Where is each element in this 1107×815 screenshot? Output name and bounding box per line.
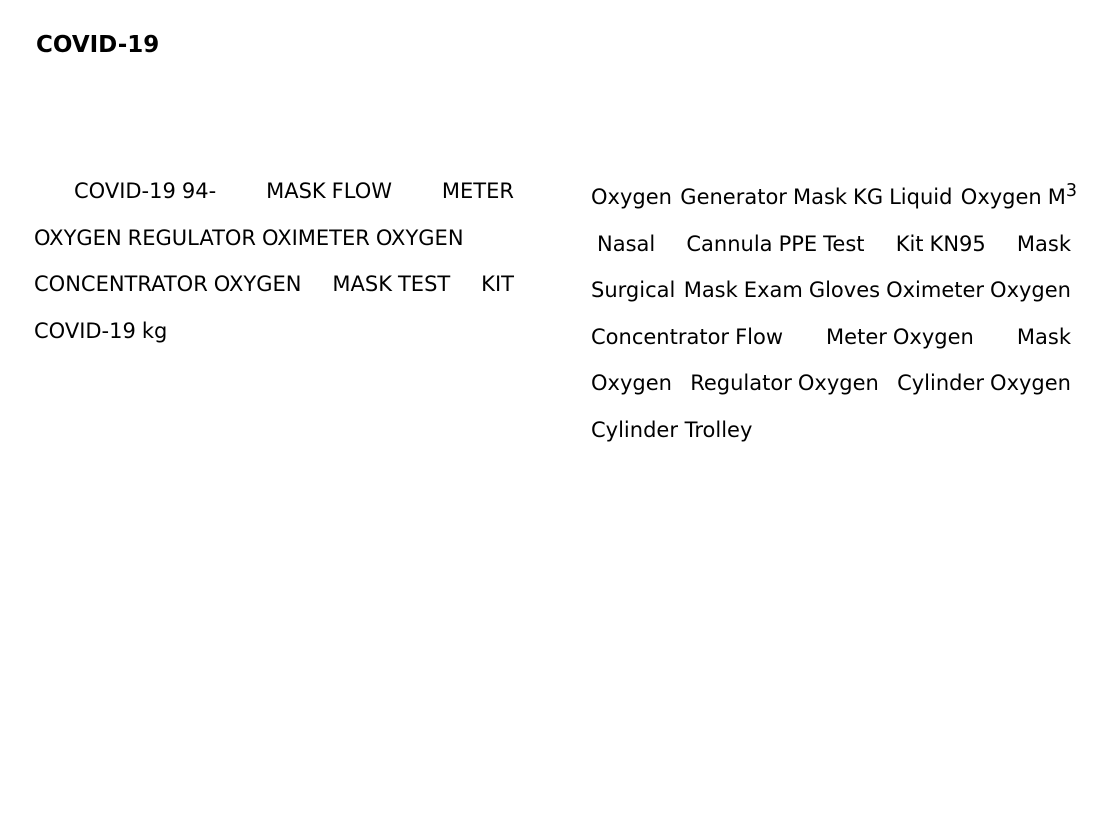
article-column-left — [34, 168, 520, 354]
text-run: KG — [853, 185, 884, 209]
text-run: COVID-19 — [34, 318, 136, 343]
text-run: COVID-19 — [74, 179, 176, 203]
text-run: 94- MASK — [181, 179, 326, 203]
text-run: Oxygen — [990, 278, 1071, 302]
text-run: TEST KIT — [397, 272, 514, 296]
text-run: Oxygen — [990, 371, 1071, 395]
text-run: OXYGEN MASK — [213, 272, 392, 296]
article-column-right — [591, 168, 1077, 453]
article-paragraph-right: Oxygen Generator Mask KG Liquid Oxygen $M^3Nasal$ Cannula PPE Test Kit KN95 MaskSurgical Mask Exam Gloves Oximeter OxygenConcentrator Flow Meter Oxygen MaskOxygen Regulator Oxygen Cylinder OxygenCylinder Trolley — [591, 181, 1077, 442]
text-run: OXYGEN — [375, 225, 464, 250]
text-run: FLOW METER — [331, 179, 514, 203]
text-run: PPE — [778, 231, 818, 256]
text-run: Oxygen Regulator — [591, 371, 792, 395]
text-run: Flow Meter — [735, 324, 887, 349]
text-run: Surgical Mask — [591, 278, 738, 302]
text-run: Exam — [743, 278, 803, 302]
text-run: REGULATOR — [127, 225, 257, 250]
text-run: Gloves — [808, 278, 881, 302]
text-run: Test Kit — [823, 231, 924, 256]
text-run: kg — [141, 318, 168, 343]
text-run: OXYGEN — [34, 225, 122, 250]
text-run: CONCENTRATOR — [34, 272, 208, 296]
text-run: Oximeter — [886, 278, 985, 302]
text-run: M — [1047, 185, 1066, 209]
text-run: Oxygen Generator — [591, 185, 787, 209]
article-title: COVID-19 — [36, 32, 160, 58]
text-run: KN95 Mask — [929, 231, 1072, 256]
text-run: Oxygen Cylinder — [797, 371, 985, 395]
text-run: Liquid Oxygen — [889, 185, 1042, 209]
text-run: Oxygen Mask — [892, 324, 1071, 349]
text-run: Concentrator — [591, 324, 730, 349]
text-run: Mask — [792, 185, 848, 209]
text-run: Cylinder Trolley — [591, 417, 753, 442]
text-run: Nasal Cannula — [597, 231, 773, 256]
text-run: OXIMETER — [262, 225, 370, 250]
article-paragraph-left — [34, 168, 520, 354]
